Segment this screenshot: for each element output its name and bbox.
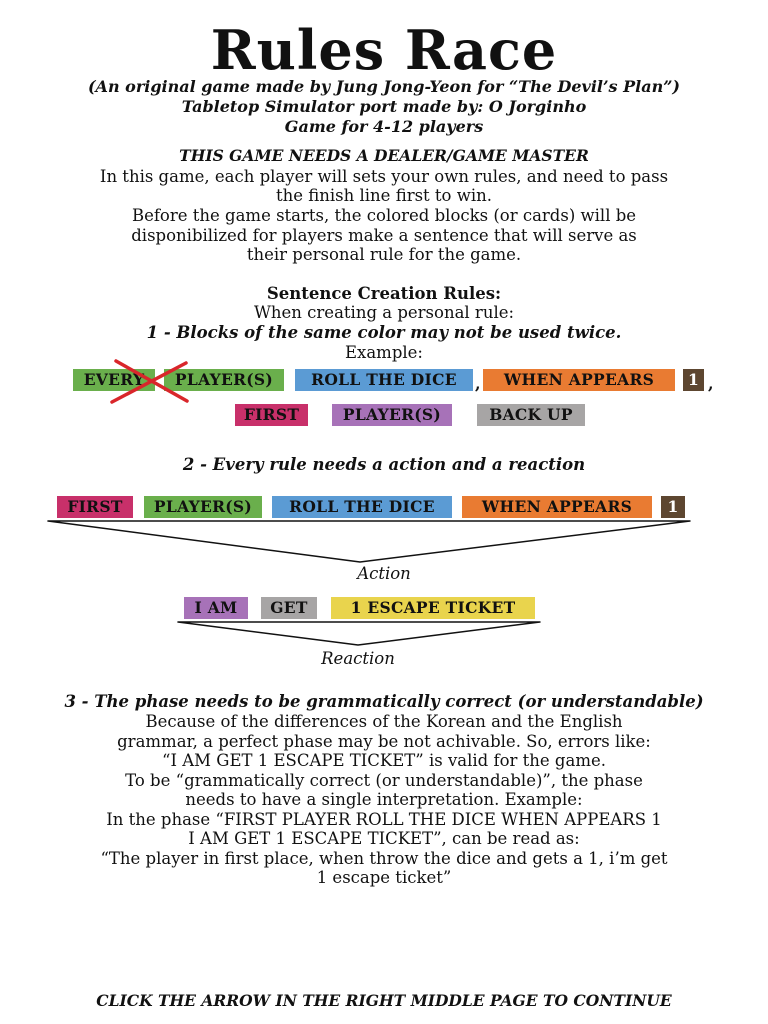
rule-3-line: In the phase “FIRST PLAYER ROLL THE DICE WHEN APPEARS 1: [106, 810, 662, 829]
comma: ,: [708, 374, 714, 393]
intro-line: the finish line first to win.: [275, 186, 493, 205]
intro-line: their personal rule for the game.: [246, 245, 522, 264]
subtitle-credit: (An original game made by Jung Jong-Yeon for “The Devil’s Plan”): [87, 77, 680, 96]
block-number-1: 1: [661, 496, 685, 518]
block-players: PLAYER(S): [164, 369, 284, 391]
block-roll-the-dice: ROLL THE DICE: [272, 496, 452, 518]
block-get: GET: [261, 597, 317, 619]
rule-3-line: “I AM GET 1 ESCAPE TICKET” is valid for the game.: [162, 751, 606, 770]
sentence-rules-subheading: When creating a personal rule:: [253, 303, 515, 322]
block-when-appears: WHEN APPEARS: [483, 369, 675, 391]
block-first: FIRST: [57, 496, 133, 518]
rule-3-line: grammar, a perfect phase may be not achivable. So, errors like:: [117, 732, 651, 751]
subtitle-port: Tabletop Simulator port made by: O Jorginho: [181, 97, 587, 116]
rule-3-heading: 3 - The phase needs to be grammatically correct (or understandable): [64, 692, 704, 711]
block-players: PLAYER(S): [144, 496, 262, 518]
block-roll-the-dice: ROLL THE DICE: [295, 369, 473, 391]
footer-instruction: CLICK THE ARROW IN THE RIGHT MIDDLE PAGE TO CONTINUE: [96, 991, 672, 1010]
block-escape-ticket: 1 ESCAPE TICKET: [331, 597, 535, 619]
sentence-rules-heading: Sentence Creation Rules:: [266, 284, 502, 303]
intro-line: Before the game starts, the colored blocks (or cards) will be: [131, 206, 637, 225]
block-i-am: I AM: [184, 597, 248, 619]
page-title: Rules Race: [210, 18, 558, 82]
cross-out-icon: [112, 361, 187, 402]
block-when-appears: WHEN APPEARS: [462, 496, 652, 518]
rule-2-text: 2 - Every rule needs a action and a reaction: [182, 455, 586, 474]
action-label: Action: [357, 564, 411, 583]
intro-line: disponibilized for players make a sentence that will serve as: [131, 226, 637, 245]
comma: ,: [475, 374, 481, 393]
intro-line: In this game, each player will sets your own rules, and need to pass: [99, 167, 669, 186]
subtitle-players: Game for 4-12 players: [284, 117, 484, 136]
block-first: FIRST: [235, 404, 308, 426]
rule-3-line: To be “grammatically correct (or understandable)”, the phase: [125, 771, 643, 790]
rule-1-text: 1 - Blocks of the same color may not be used twice.: [146, 323, 622, 342]
rule-3-line: needs to have a single interpretation. Example:: [185, 790, 583, 809]
block-players: PLAYER(S): [332, 404, 452, 426]
block-every: EVERY: [73, 369, 155, 391]
dealer-note: THIS GAME NEEDS A DEALER/GAME MASTER: [179, 146, 589, 165]
block-back-up: BACK UP: [477, 404, 585, 426]
action-funnel: [48, 521, 690, 562]
rule-3-line: 1 escape ticket”: [316, 868, 452, 887]
rule-3-line: I AM GET 1 ESCAPE TICKET”, can be read as:: [188, 829, 580, 848]
block-number-1: 1: [683, 369, 704, 391]
example-label: Example:: [345, 343, 423, 362]
rule-3-line: “The player in first place, when throw the dice and gets a 1, i’m get: [100, 849, 668, 868]
rule-3-line: Because of the differences of the Korean and the English: [145, 712, 623, 731]
reaction-funnel: [178, 622, 540, 645]
reaction-label: Reaction: [321, 649, 395, 668]
